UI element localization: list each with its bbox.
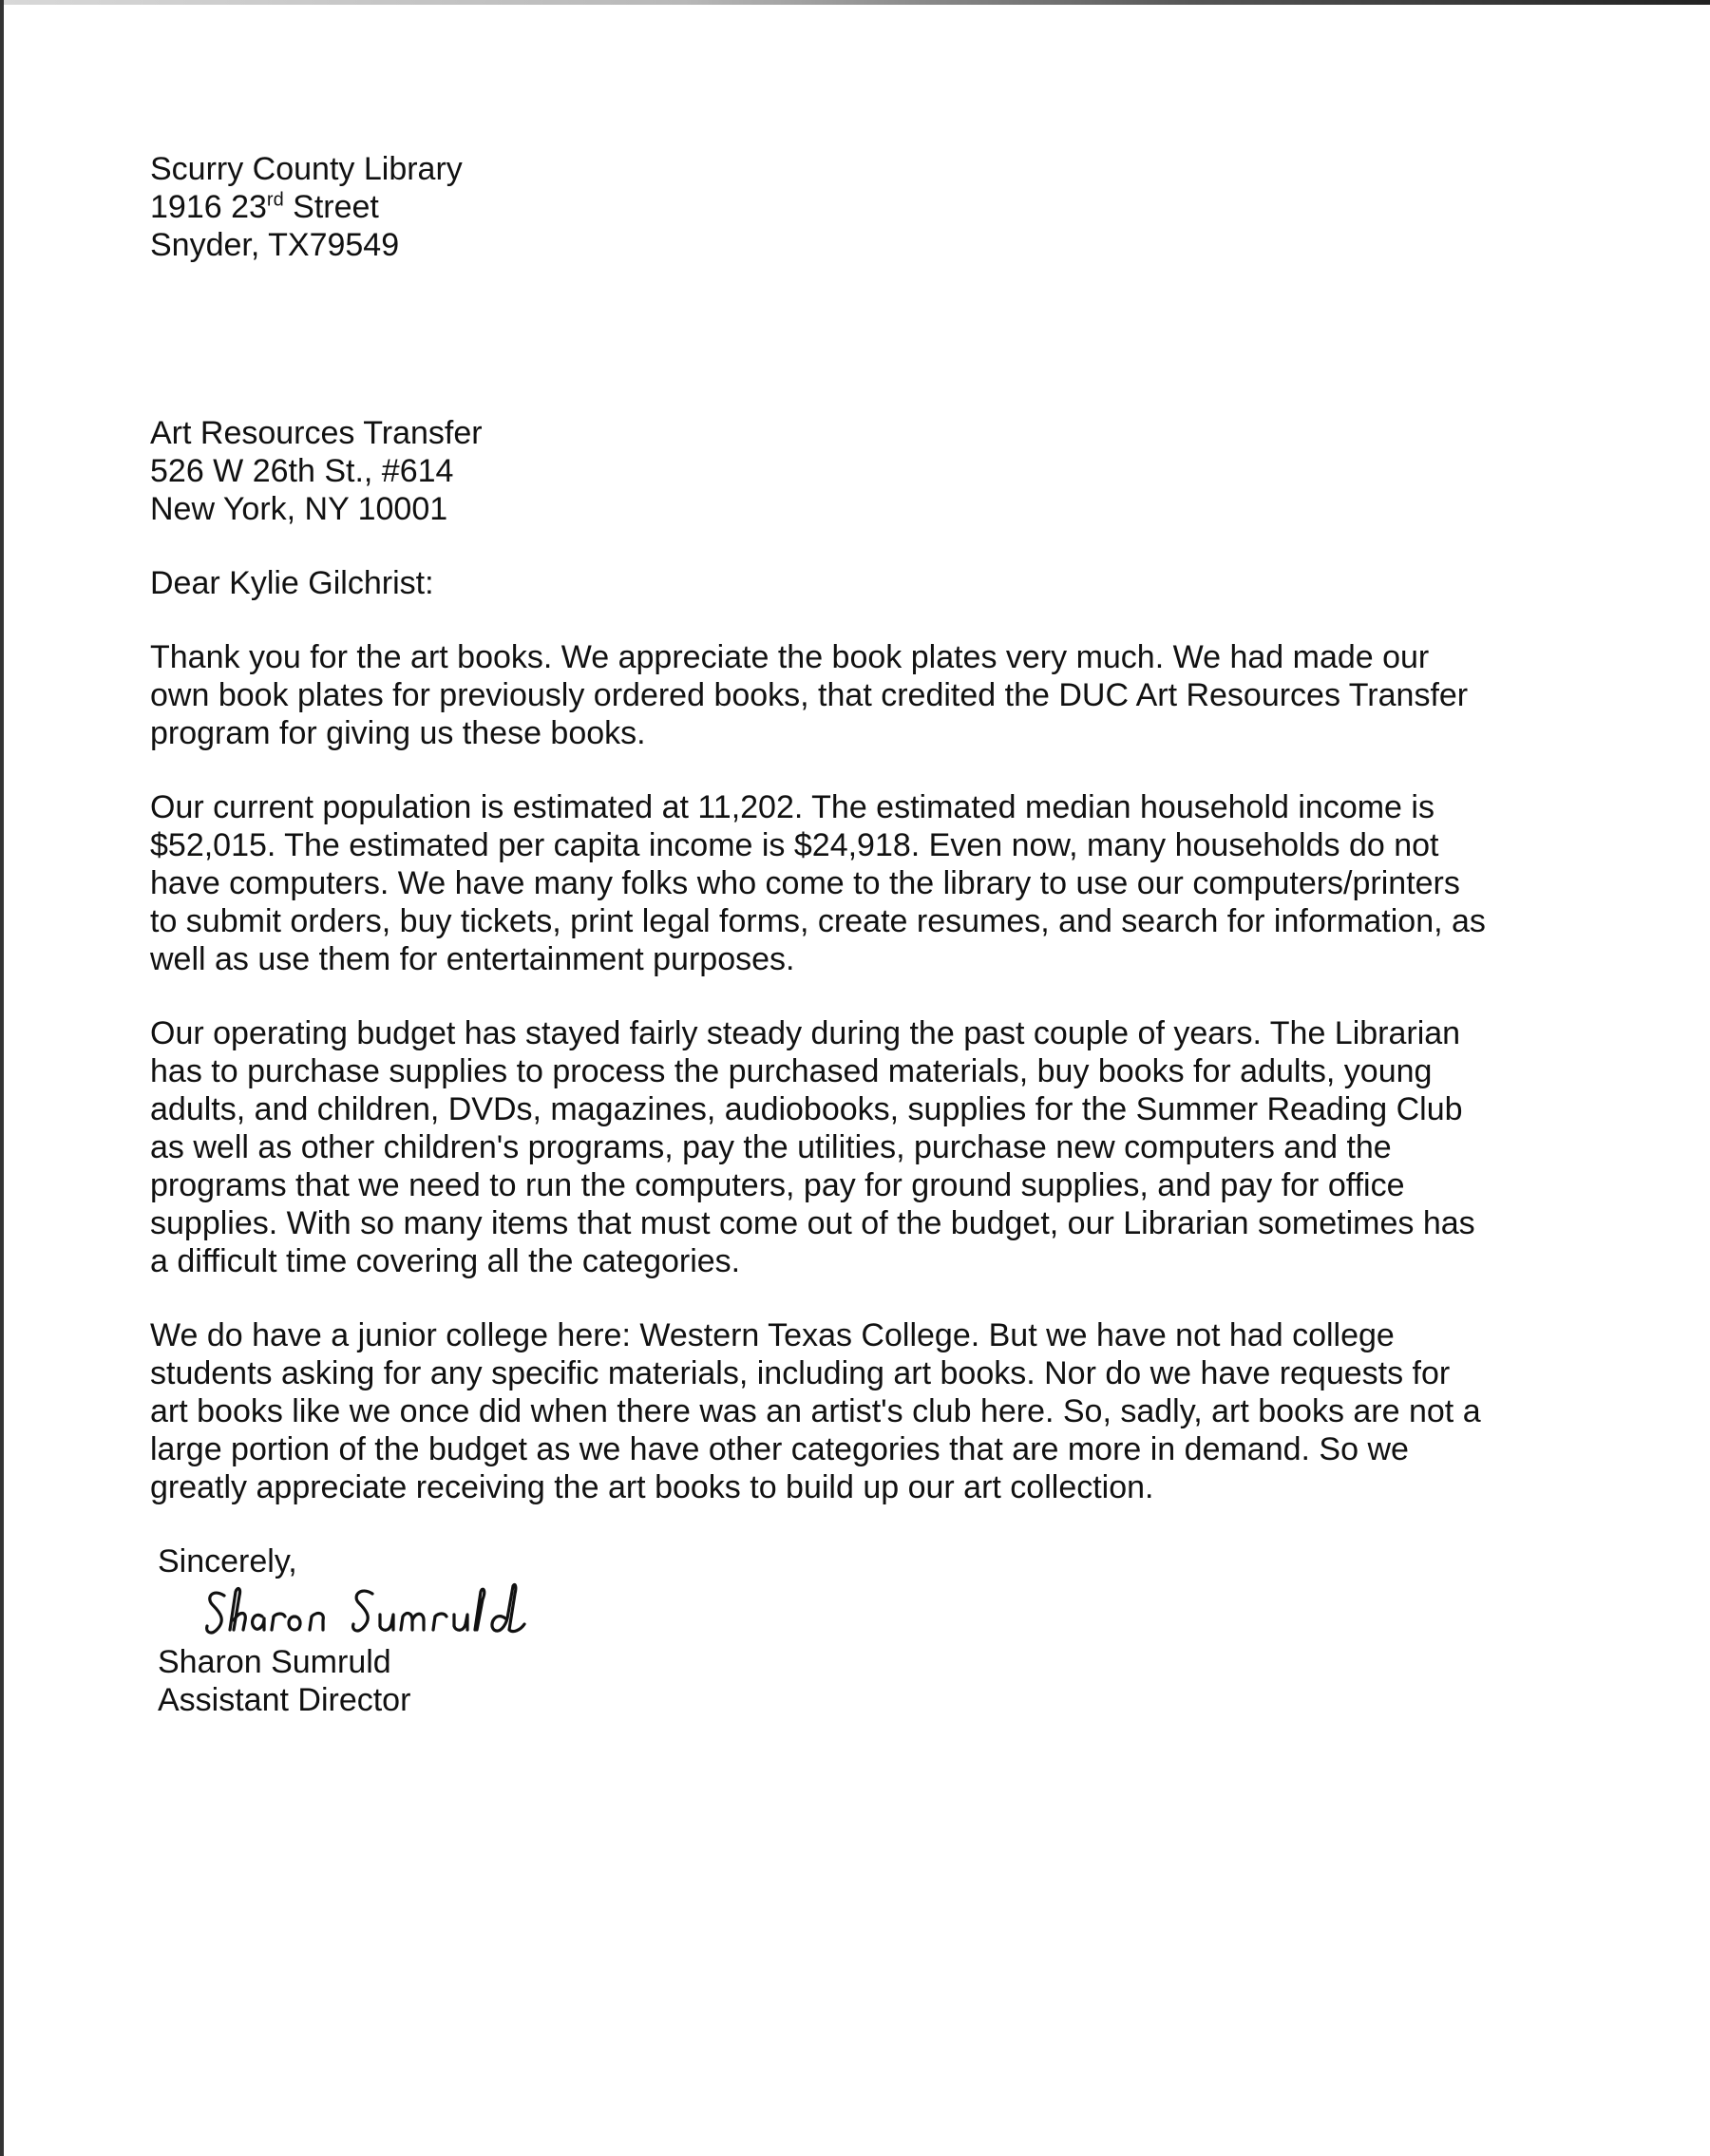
- recipient-street: 526 W 26th St., #614: [150, 453, 454, 489]
- sender-city: Snyder, TX79549: [150, 227, 400, 263]
- closing-block: [158, 1542, 1556, 1719]
- ordinal-suffix: rd: [266, 189, 284, 211]
- paragraph-line: supplies. With so many items that must come out of the budget, our Librarian sometimes has: [150, 1205, 1475, 1241]
- handwritten-signature: [203, 1582, 1556, 1641]
- paragraph-population: [150, 788, 1556, 978]
- scan-edge-top: [0, 0, 1710, 5]
- paragraph-line: program for giving us these books.: [150, 715, 646, 751]
- recipient-city: New York, NY 10001: [150, 491, 448, 527]
- paragraph-line: students asking for any specific materials, including art books. Nor do we have requests for: [150, 1355, 1451, 1391]
- closing: Sincerely,: [158, 1543, 297, 1579]
- signer-name: Sharon Sumruld: [158, 1644, 391, 1680]
- paragraph-line: adults, and children, DVDs, magazines, audiobooks, supplies for the Summer Reading Club: [150, 1091, 1463, 1127]
- paragraph-line: large portion of the budget as we have other categories that are more in demand. So we: [150, 1431, 1409, 1467]
- paragraph-line: own book plates for previously ordered books, that credited the DUC Art Resources Transfer: [150, 677, 1469, 713]
- paragraph-line: $52,015. The estimated per capita income is $24,918. Even now, many households do not: [150, 827, 1439, 863]
- paragraph-budget: [150, 1014, 1556, 1280]
- paragraph-line: a difficult time covering all the categories.: [150, 1243, 741, 1279]
- paragraph-line: has to purchase supplies to process the purchased materials, buy books for adults, young: [150, 1053, 1433, 1089]
- signer-title: Assistant Director: [158, 1682, 411, 1718]
- paragraph-line: programs that we need to run the computers, pay for ground supplies, and pay for office: [150, 1167, 1405, 1203]
- paragraph-line: Our current population is estimated at 11,202. The estimated median household income is: [150, 789, 1434, 825]
- sender-street: 1916 23rd Street: [150, 189, 379, 225]
- paragraph-line: Our operating budget has stayed fairly steady during the past couple of years. The Librarian: [150, 1015, 1461, 1051]
- paragraph-thanks: [150, 638, 1556, 752]
- paragraph-college: [150, 1316, 1556, 1506]
- paragraph-line: Thank you for the art books. We appreciate the book plates very much. We had made our: [150, 639, 1430, 675]
- paragraph-line: to submit orders, buy tickets, print legal forms, create resumes, and search for information, as: [150, 903, 1486, 939]
- paragraph-line: as well as other children's programs, pay the utilities, purchase new computers and the: [150, 1129, 1392, 1165]
- paragraph-line: greatly appreciate receiving the art books to build up our art collection.: [150, 1469, 1154, 1505]
- sender-name: Scurry County Library: [150, 151, 463, 187]
- paragraph-line: well as use them for entertainment purposes.: [150, 941, 795, 977]
- recipient-name: Art Resources Transfer: [150, 415, 483, 451]
- signature-drawing: [203, 1582, 583, 1641]
- recipient-address: [150, 414, 1556, 528]
- paragraph-line: We do have a junior college here: Western Texas College. But we have not had college: [150, 1317, 1395, 1353]
- sender-address: [150, 150, 1556, 264]
- salutation: Dear Kylie Gilchrist:: [150, 565, 434, 601]
- paragraph-line: art books like we once did when there was an artist's club here. So, sadly, art books are not a: [150, 1393, 1481, 1429]
- paragraph-line: have computers. We have many folks who come to the library to use our computers/printers: [150, 865, 1460, 901]
- scan-edge-left: [0, 0, 4, 2156]
- letter-body: [150, 150, 1556, 1719]
